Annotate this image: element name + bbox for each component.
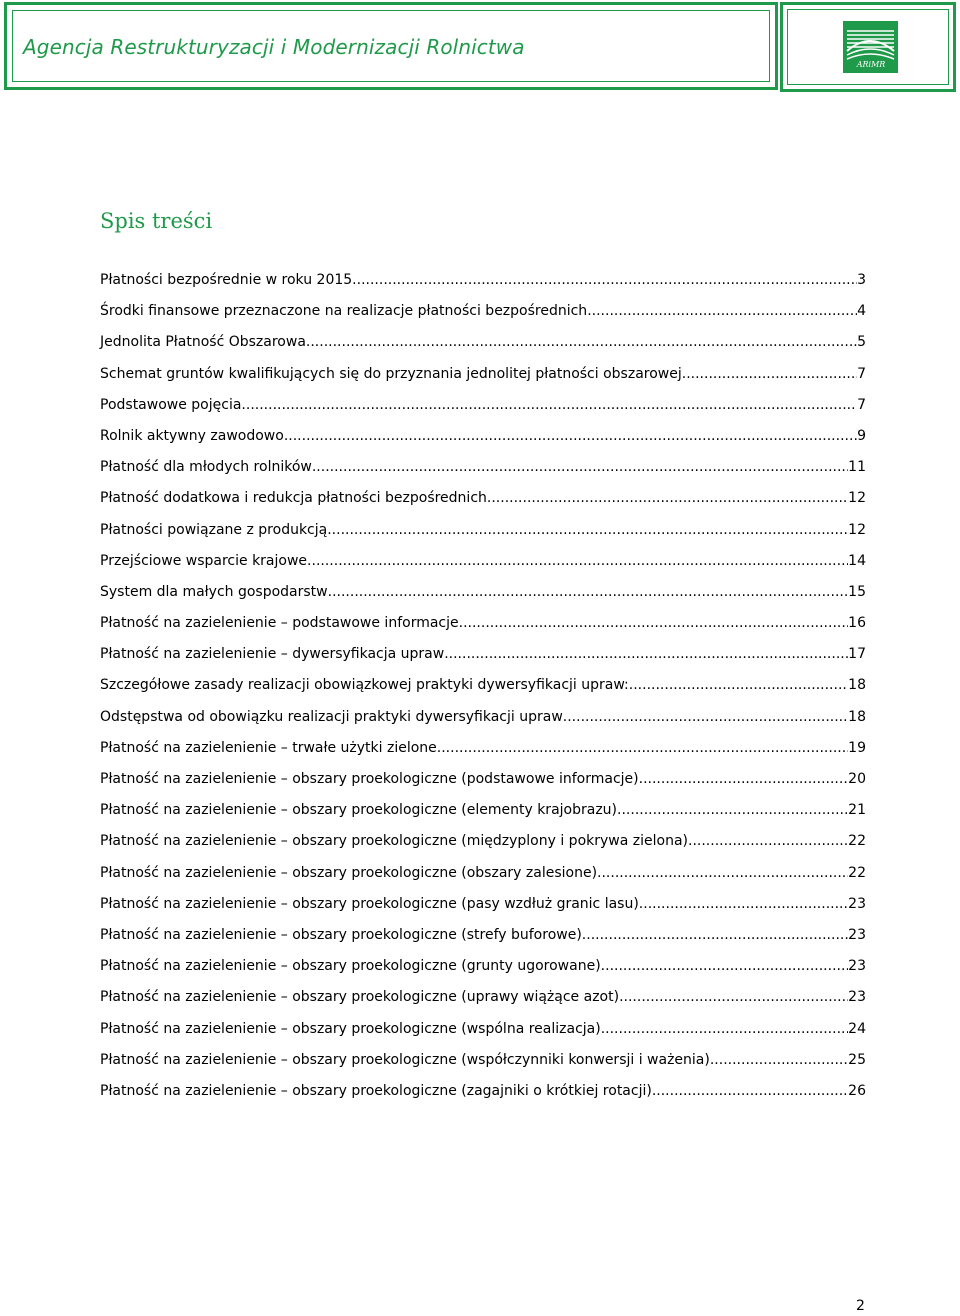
toc-dot-leader xyxy=(437,733,848,764)
toc-entry[interactable] xyxy=(100,951,866,982)
toc-entry-page: 25 xyxy=(848,1051,866,1068)
toc-entry-title: Przejściowe wsparcie krajowe xyxy=(100,552,308,569)
toc-entry-title: Płatności bezpośrednie w roku 2015 xyxy=(100,272,353,288)
toc-entry[interactable] xyxy=(100,702,866,733)
toc-entry-title: Płatność na zazielenienie – obszary proekologiczne (strefy buforowe) xyxy=(100,926,582,943)
toc-entry[interactable] xyxy=(100,452,866,483)
toc-entry-page: 3 xyxy=(857,272,866,288)
toc-entry[interactable] xyxy=(100,546,866,577)
toc-entry-title: Płatność na zazielenienie – obszary proekologiczne (współczynniki konwersji i ważenia) xyxy=(100,1051,710,1068)
toc-entry-page: 16 xyxy=(848,615,866,632)
toc-entry-page: 7 xyxy=(857,365,866,382)
toc-dot-leader xyxy=(306,327,857,358)
toc-dot-leader xyxy=(601,951,849,982)
toc-dot-leader xyxy=(307,546,848,577)
toc-entry[interactable] xyxy=(100,826,866,857)
toc-entry-page: 12 xyxy=(848,521,866,538)
header-banner xyxy=(4,2,778,90)
toc-dot-leader xyxy=(312,452,848,483)
toc-entry-title: Szczegółowe zasady realizacji obowiązkowej praktyki dywersyfikacji upraw: xyxy=(100,677,629,694)
toc-dot-leader xyxy=(688,826,848,857)
toc-dot-leader xyxy=(582,920,848,951)
toc-dot-leader xyxy=(487,483,848,514)
toc-dot-leader xyxy=(601,1014,848,1045)
toc-entry-title: Płatność na zazielenienie – trwałe użytki zielone xyxy=(100,739,437,756)
toc-dot-leader xyxy=(597,858,848,889)
toc-entry[interactable] xyxy=(100,327,866,358)
toc-dot-leader xyxy=(563,702,848,733)
toc-entry-title: Jednolita Płatność Obszarowa xyxy=(100,334,306,351)
arimr-logo-icon xyxy=(843,21,898,73)
toc-dot-leader xyxy=(639,889,848,920)
toc-entry-page: 14 xyxy=(848,552,866,569)
toc-entry[interactable] xyxy=(100,359,866,390)
toc-entry[interactable] xyxy=(100,889,866,920)
toc-entry-page: 5 xyxy=(857,334,866,351)
toc-entry-page: 18 xyxy=(848,708,866,725)
toc-entry-page: 23 xyxy=(848,989,866,1006)
toc-entry[interactable] xyxy=(100,577,866,608)
toc-entry[interactable] xyxy=(100,1076,866,1107)
toc-entry-title: Odstępstwa od obowiązku realizacji praktyki dywersyfikacji upraw xyxy=(100,708,563,725)
toc-entry-page: 4 xyxy=(857,303,866,320)
toc-entry-title: Płatność na zazielenienie – obszary proekologiczne (uprawy wiążące azot) xyxy=(100,989,620,1006)
toc-dot-leader xyxy=(241,390,857,421)
toc-entry[interactable] xyxy=(100,982,866,1013)
toc-entry-title: System dla małych gospodarstw xyxy=(100,583,328,600)
table-of-contents xyxy=(100,265,866,1107)
toc-dot-leader xyxy=(619,982,848,1013)
toc-entry-title: Płatność na zazielenienie – obszary proekologiczne (podstawowe informacje) xyxy=(100,771,639,787)
toc-entry-title: Płatność na zazielenienie – obszary proekologiczne (obszary zalesione) xyxy=(100,864,598,881)
toc-dot-leader xyxy=(652,1076,848,1107)
toc-entry[interactable] xyxy=(100,670,866,701)
toc-entry[interactable] xyxy=(100,515,866,546)
toc-entry-page: 15 xyxy=(848,583,866,600)
toc-entry[interactable] xyxy=(100,483,866,514)
toc-dot-leader xyxy=(327,515,848,546)
toc-dot-leader xyxy=(328,577,849,608)
toc-entry[interactable] xyxy=(100,764,866,795)
toc-dot-leader xyxy=(629,670,848,701)
toc-entry-title: Płatność na zazielenienie – obszary proekologiczne (pasy wzdłuż granic lasu) xyxy=(100,895,639,912)
agency-title: Agencja Restrukturyzacji i Modernizacji Rolnictwa xyxy=(23,35,525,59)
toc-entry-page: 20 xyxy=(848,771,866,787)
toc-entry[interactable] xyxy=(100,390,866,421)
logo-text: ARiMR xyxy=(856,60,886,69)
toc-entry-title: Rolnik aktywny zawodowo xyxy=(100,427,284,444)
toc-entry-page: 22 xyxy=(848,833,866,850)
toc-dot-leader xyxy=(444,639,848,670)
toc-entry-page: 11 xyxy=(848,459,866,476)
toc-entry-page: 23 xyxy=(848,895,866,912)
toc-dot-leader xyxy=(459,608,849,639)
toc-entry[interactable] xyxy=(100,733,866,764)
toc-entry-title: Płatność na zazielenienie – obszary proekologiczne (elementy krajobrazu) xyxy=(100,802,618,819)
toc-entry-page: 26 xyxy=(848,1082,866,1099)
toc-entry-page: 23 xyxy=(848,958,866,975)
toc-entry[interactable] xyxy=(100,421,866,452)
toc-entry[interactable] xyxy=(100,296,866,327)
toc-heading: Spis treści xyxy=(100,209,213,233)
toc-entry-title: Płatność na zazielenienie – dywersyfikacja upraw xyxy=(100,646,445,663)
toc-dot-leader xyxy=(587,296,857,327)
toc-entry-title: Płatności powiązane z produkcją xyxy=(100,521,328,538)
page-number: 2 xyxy=(856,1298,865,1314)
toc-entry[interactable] xyxy=(100,608,866,639)
toc-entry[interactable] xyxy=(100,1045,866,1076)
toc-entry-title: Płatność dla młodych rolników xyxy=(100,459,312,476)
logo-box xyxy=(780,2,956,92)
toc-entry[interactable] xyxy=(100,639,866,670)
toc-dot-leader xyxy=(284,421,857,452)
toc-dot-leader xyxy=(710,1045,848,1076)
toc-entry-title: Płatność dodatkowa i redukcja płatności bezpośrednich xyxy=(100,490,487,507)
toc-entry-title: Schemat gruntów kwalifikujących się do przyznania jednolitej płatności obszarowej xyxy=(100,365,682,382)
toc-entry-page: 24 xyxy=(848,1020,866,1037)
toc-entry-page: 12 xyxy=(848,490,866,507)
toc-entry-page: 23 xyxy=(848,926,866,943)
toc-entry-page: 18 xyxy=(848,677,866,694)
toc-entry-page: 17 xyxy=(848,646,866,663)
toc-entry-title: Płatność na zazielenienie – obszary proekologiczne (międzyplony i pokrywa zielona) xyxy=(100,833,688,850)
toc-entry-title: Płatność na zazielenienie – podstawowe informacje xyxy=(100,615,459,632)
toc-dot-leader xyxy=(639,764,849,795)
toc-dot-leader xyxy=(682,359,857,390)
toc-entry[interactable] xyxy=(100,858,866,889)
toc-entry-page: 19 xyxy=(848,739,866,756)
toc-entry-title: Płatność na zazielenienie – obszary proekologiczne (wspólna realizacja) xyxy=(100,1020,601,1037)
toc-entry-page: 21 xyxy=(848,802,866,819)
toc-entry-title: Środki finansowe przeznaczone na realizacje płatności bezpośrednich xyxy=(100,303,588,320)
toc-entry-page: 22 xyxy=(848,864,866,881)
toc-entry[interactable] xyxy=(100,795,866,826)
toc-entry-title: Podstawowe pojęcia xyxy=(100,396,242,413)
toc-entry-title: Płatność na zazielenienie – obszary proekologiczne (grunty ugorowane) xyxy=(100,958,601,975)
toc-dot-leader xyxy=(617,795,848,826)
toc-entry-title: Płatność na zazielenienie – obszary proekologiczne (zagajniki o krótkiej rotacji) xyxy=(100,1082,652,1099)
toc-entry[interactable] xyxy=(100,265,866,296)
toc-entry-page: 9 xyxy=(857,427,866,444)
toc-entry[interactable] xyxy=(100,920,866,951)
toc-entry[interactable] xyxy=(100,1014,866,1045)
toc-entry-page: 7 xyxy=(857,396,866,413)
toc-dot-leader xyxy=(352,265,857,296)
